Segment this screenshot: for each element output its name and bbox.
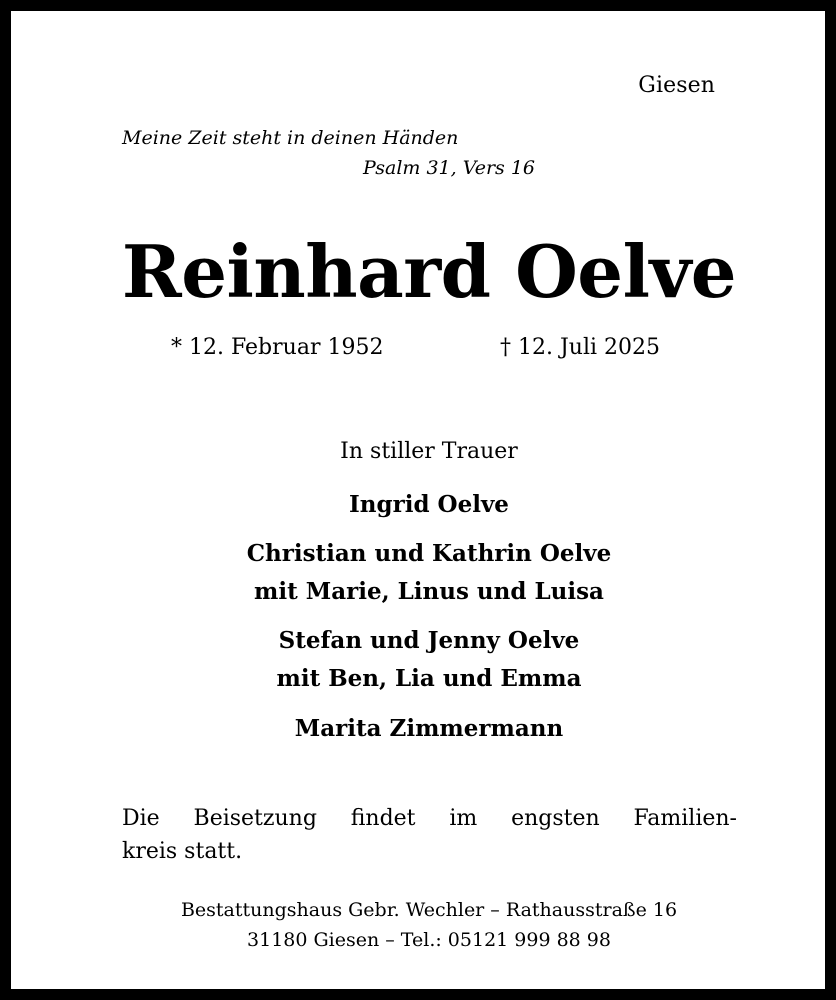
mourner-line: mit Ben, Lia und Emma [276, 665, 582, 692]
location-label: Giesen [638, 73, 715, 98]
birth-date: * 12. Februar 1952 [171, 335, 384, 360]
funeral-announcement [122, 802, 737, 868]
mourner-line: Ingrid Oelve [349, 491, 509, 518]
mourner-group-4 [11, 710, 836, 748]
mourner-group-2 [11, 535, 836, 611]
undertaker-info [11, 895, 836, 955]
mourner-line: Marita Zimmermann [294, 715, 564, 742]
grief-intro: In stiller Trauer [340, 439, 518, 464]
motto-text: Meine Zeit steht in deinen Händen [122, 127, 459, 149]
undertaker-contact: 31180 Giesen – Tel.: 05121 999 88 98 [247, 929, 611, 951]
mourner-group-3 [11, 622, 836, 698]
undertaker-address: Bestattungshaus Gebr. Wechler – Rathausstraße 16 [180, 899, 678, 921]
mourner-line: Christian und Kathrin Oelve [246, 540, 612, 567]
mourner-line: mit Marie, Linus und Luisa [254, 578, 604, 605]
announcement-line-1: Die Beisetzung findet im engsten Familien- [122, 806, 737, 831]
death-date: † 12. Juli 2025 [500, 335, 661, 360]
mourner-line: Stefan und Jenny Oelve [278, 627, 580, 654]
announcement-line-2: kreis statt. [122, 839, 243, 864]
deceased-name: Reinhard Oelve [121, 229, 737, 314]
motto-source: Psalm 31, Vers 16 [362, 157, 535, 179]
mourner-group-1 [11, 486, 836, 524]
